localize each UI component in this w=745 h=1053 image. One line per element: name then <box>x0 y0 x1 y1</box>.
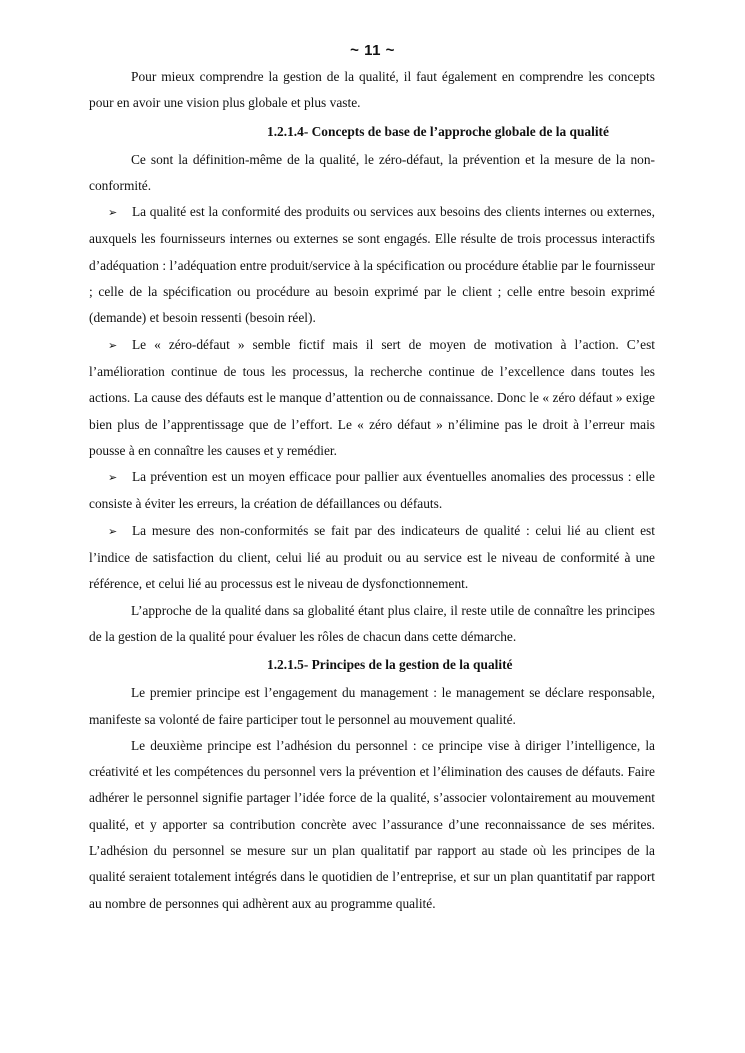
bullet-item-qualite <box>89 199 655 331</box>
arrow-bullet-icon: ➢ <box>108 524 118 538</box>
page-number: ~ 11 ~ <box>350 42 395 59</box>
bullet-item-zero-defaut <box>89 332 655 464</box>
arrow-bullet-icon: ➢ <box>108 206 118 220</box>
bullet-text: La qualité est la conformité des produits ou services aux besoins des clients internes ou externes, auxquels les fournisseurs internes ou externes se sont engagés. Elle résulte de trois processus interactifs d’adéquation : l’adéquation entre produit/service à la spécification ou procédure établie par le fournisseur ; celle de la spécification ou procédure au besoin exprimé par le client ; celle entre besoin exprimé (demande) et besoin ressenti (besoin réel). <box>89 204 655 326</box>
arrow-bullet-icon: ➢ <box>108 338 118 352</box>
document-body <box>89 64 655 917</box>
arrow-bullet-icon: ➢ <box>108 471 118 485</box>
bullet-text: Le « zéro-défaut » semble fictif mais il sert de moyen de motivation à l’action. C’est l’amélioration continue de tous les processus, la recherche continue de l’excellence dans toutes les actions. La cause des défauts est le manque d’attention ou de connaissance. Donc le « zéro défaut » exige bien plus de l’apprentissage que de l’effort. Le « zéro défaut » n’élimine pas le droit à l’erreur mais pousse à en connaître les causes et y remédier. <box>89 336 655 458</box>
bullet-item-mesure <box>89 518 655 598</box>
approach-paragraph: L’approche de la qualité dans sa globalité étant plus claire, il reste utile de connaître les principes de la gestion de la qualité pour évaluer les rôles de chacun dans cette démarche. <box>89 602 655 644</box>
bullet-text: La prévention est un moyen efficace pour pallier aux éventuelles anomalies des processus : elle consiste à éviter les erreurs, la création de défaillances ou défauts. <box>89 469 655 512</box>
section-heading-1-2-1-5: 1.2.1.5- Principes de la gestion de la qualité <box>267 657 513 673</box>
section-heading-1-2-1-4: 1.2.1.4- Concepts de base de l’approche globale de la qualité <box>267 123 609 139</box>
intro-paragraph: Pour mieux comprendre la gestion de la qualité, il faut également en comprendre les concepts pour en avoir une vision plus globale et plus vaste. <box>89 69 655 111</box>
second-principle-paragraph: Le deuxième principe est l’adhésion du personnel : ce principe vise à diriger l’intelligence, la créativité et les compétences du personnel vers la prévention et l’élimination des causes de défauts. Faire adhérer le personnel signifie partager l’idée force de la qualité, s’associer volontairement au mouvement qualité, et y apporter sa contribution concrète avec l’assurance d’une reconnaissance de ses mérites. L’adhésion du personnel se mesure sur un plan qualitatif par rapport au stade où les principes de la qualité seraient totalement intégrés dans le quotidien de l’entreprise, et sur un plan quantitatif par rapport au nombre de personnes qui adhèrent aux au programme qualité. <box>89 737 655 911</box>
concepts-paragraph: Ce sont la définition-même de la qualité, le zéro-défaut, la prévention et la mesure de la non-conformité. <box>89 151 655 193</box>
bullet-item-prevention <box>89 464 655 518</box>
bullet-text: La mesure des non-conformités se fait par des indicateurs de qualité : celui lié au client est l’indice de satisfaction du client, celui lié au produit ou au service est le niveau de conformité à une référence, et celui lié au processus est le niveau de dysfonctionnement. <box>89 522 655 592</box>
first-principle-paragraph: Le premier principe est l’engagement du management : le management se déclare responsable, manifeste sa volonté de faire participer tout le personnel au mouvement qualité. <box>89 685 655 727</box>
